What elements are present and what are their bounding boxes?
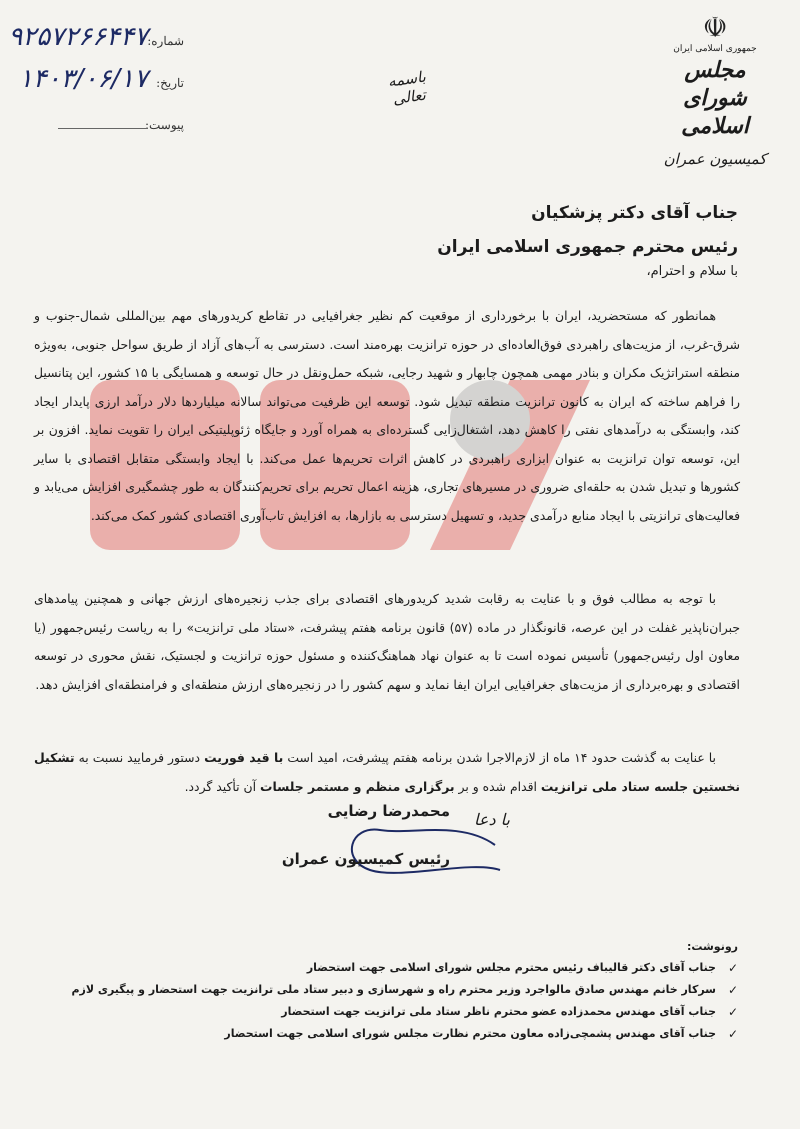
- p3-bold-1: با قید فوریت: [204, 750, 284, 766]
- attachment-blank: [58, 128, 148, 129]
- check-icon: ✓: [727, 983, 738, 997]
- cc-item: [38, 1001, 738, 1023]
- logo-parliament-text: مجلس شورای اسلامی: [681, 57, 749, 139]
- p3-text-2: دستور فرمایید نسبت به: [74, 750, 205, 766]
- logo-commission-text: کمیسیون عمران: [663, 150, 767, 168]
- salutation: با سلام و احترام،: [646, 264, 738, 279]
- cc-item-text: جناب آقای مهندس پشمچی‌زاده معاون محترم نظارت مجلس شورای اسلامی جهت استحضار: [224, 1027, 716, 1040]
- cc-title: رونوشت:: [686, 940, 738, 953]
- check-icon: ✓: [727, 961, 738, 975]
- check-icon: ✓: [727, 1027, 738, 1041]
- cc-item-text: جناب آقای مهندس محمدزاده عضو محترم ناظر ستاد ملی ترانزیت جهت استحضار: [281, 1005, 716, 1018]
- cc-item-text: جناب آقای دکتر قالیباف رئیس محترم مجلس شورای اسلامی جهت استحضار: [306, 961, 716, 974]
- logo-country-text: جمهوری اسلامی ایران: [673, 44, 757, 54]
- addressee-title: رئیس محترم جمهوری اسلامی ایران: [437, 237, 738, 257]
- check-icon: ✓: [727, 1005, 738, 1019]
- meta-number: [0, 20, 220, 62]
- p3-text-3: اقدام شده و بر: [454, 778, 541, 794]
- p3-bold-2: تشکیل نخستین جلسه ستاد ملی ترانزیت: [34, 750, 740, 794]
- signatory-title: رئیس کمیسیون عمران: [281, 850, 450, 868]
- p3-bold-3: برگزاری منظم و مستمر جلسات: [260, 778, 455, 794]
- cc-list: [38, 940, 738, 1045]
- cc-item-text: سرکار خانم مهندس صادق مالواجرد وزیر محترم راه و شهرسازی و دبیر ستاد ملی ترانزیت جهت استحضار و پیگیری لازم: [71, 983, 716, 996]
- iran-emblem-icon: ☫: [702, 11, 728, 44]
- signature-greeting: با دعا: [474, 810, 510, 829]
- cc-item: [38, 979, 738, 1001]
- meta-date: [0, 62, 220, 104]
- basmala: باسمه تعالی: [386, 67, 427, 109]
- letter-meta: [0, 20, 220, 146]
- parliament-logo: [660, 11, 770, 168]
- body-paragraph-2: با توجه به مطالب فوق و با عنایت به رقابت شدید کریدورهای اقتصادی برای جذب زنجیره‌های ارزش جهانی و همچنین پیامدهای جبران‌ناپذیر غفلت در این عرصه، قانونگذار در ماده (۵۷) قانون برنامه هفتم پیشرفت، «ستاد ملی ترانزیت» را به ریاست رئیس‌جمهور (یا معاون اول رئیس‌جمهور) تأسیس نموده است تا به عنوان نهاد هماهنگ‌کننده و مسئول حوزه ترانزیت و لجستیک، نقش محوری در توسعه اقتصادی و بهره‌برداری از مزیت‌های جغرافیایی ایران ایفا نماید و سهم کشور را در زنجیره‌های ارزش منطقه‌ای و فرامنطقه‌ای افزایش دهد.: [34, 591, 740, 692]
- number-label: شماره:: [147, 34, 184, 48]
- addressee-name: جناب آقای دکتر پزشکیان: [531, 203, 738, 223]
- number-value: ۹۲۵۷۲۶۶۴۴۷: [8, 22, 148, 52]
- date-value: ۱۴۰۳/۰۶/۱۷: [18, 64, 148, 94]
- p3-text-1: با عنایت به گذشت حدود ۱۴ ماه از لازم‌الاجرا شدن برنامه هفتم پیشرفت، امید است: [283, 750, 716, 766]
- cc-item: [38, 1023, 738, 1045]
- meta-attachment: [0, 104, 220, 146]
- date-label: تاریخ:: [156, 76, 184, 90]
- signatory-name: محمدرضا رضایی: [327, 802, 450, 820]
- cc-item: [38, 957, 738, 979]
- body-paragraph-3: [34, 744, 740, 801]
- addressee: [437, 196, 738, 264]
- p3-text-4: آن تأکید گردد.: [184, 778, 261, 794]
- body-paragraph-1: همانطور که مستحضرید، ایران با برخورداری از موقعیت کم نظیر جغرافیایی در تقاطع کریدورهای مهم بین‌المللی شمال-جنوب و شرق-غرب، از مزیت‌های راهبردی فوق‌العاده‌ای در حوزه ترانزیت بهره‌مند است. دسترسی به آب‌های آزاد از طریق سواحل جنوبی، به‌ویژه منطقه استراتژیک مکران و بنادر مهمی همچون چابهار و شهید رجایی، شبکه حمل‌ونقل در حال توسعه و همسایگی با ۱۵ کشور، این پتانسیل را فراهم ساخته که ایران به کانون ترانزیت منطقه تبدیل شود. توسعه این ظرفیت می‌تواند سالانه میلیاردها دلار درآمد ارزی پایدار ایجاد کند، وابستگی به درآمدهای نفتی را کاهش دهد، اشتغال‌زایی گسترده‌ای به همراه آورد و جایگاه ژئوپلیتیکی ایران را تقویت نماید. افزون بر این، توسعه توان ترانزیت به عنوان ابزاری راهبردی در کاهش اثرات تحریم‌ها عمل می‌کند. با ایجاد وابستگی متقابل اقتصادی با سایر کشورها و تبدیل شدن به حلقه‌ای ضروری در مسیرهای تجاری، هزینه اعمال تحریم برای تحریم‌کنندگان به طور چشمگیری افزایش می‌یابد و فعالیت‌های ترانزیتی با ایجاد منابع درآمدی جدید، و تسهیل دسترسی به بازارها، به افزایش تاب‌آوری اقتصادی کشور کمک می‌کند.: [34, 308, 740, 523]
- attachment-label: پیوست:: [144, 118, 184, 132]
